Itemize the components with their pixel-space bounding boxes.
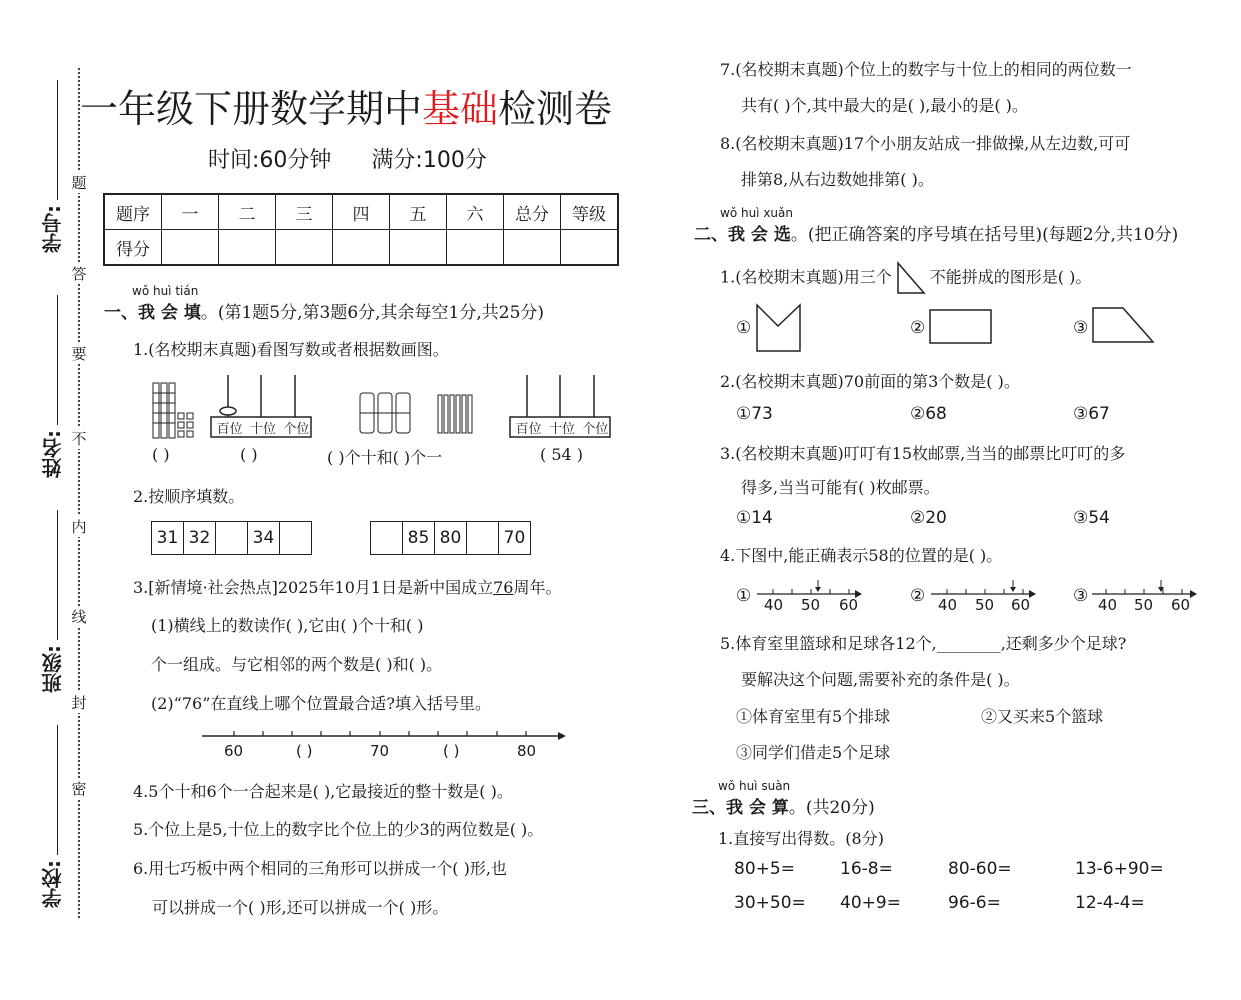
- tick-label: 50: [1134, 596, 1154, 614]
- tick-label: 40: [764, 596, 784, 614]
- title-part: 一年级下册数学期中: [80, 87, 423, 131]
- unit-cubes-icon: [178, 413, 193, 437]
- abacus-labels: [512, 418, 612, 437]
- class-label: 班级:: [41, 645, 65, 693]
- rectangle-icon: [928, 308, 994, 346]
- calc-item[interactable]: 30+50=: [734, 893, 806, 913]
- arrow-shape-icon: [754, 302, 804, 354]
- answer-blank[interactable]: ( ): [443, 742, 460, 760]
- score-cell[interactable]: [561, 230, 619, 266]
- question-text: 排第8,从右边数她排第( )。: [741, 170, 934, 189]
- number-sequence-boxes: [370, 521, 531, 555]
- place-label: 十位: [548, 422, 575, 437]
- sequence-cell: 34: [248, 522, 280, 554]
- section-heading: [694, 220, 1178, 245]
- seal-char: 封: [71, 694, 87, 712]
- question-text: 个一组成。与它相邻的两个数是( )和( )。: [151, 655, 443, 674]
- calc-item[interactable]: 40+9=: [840, 893, 901, 913]
- question-text: 共有( )个,其中最大的是( ),最小的是( )。: [741, 96, 1028, 115]
- section-label: 二、我 会 选: [694, 225, 791, 245]
- answer-blank[interactable]: ( )个十和( )个一: [327, 448, 443, 467]
- sequence-cell: 80: [435, 522, 467, 554]
- place-label: 个位: [582, 422, 609, 437]
- question-text: 4.5个十和6个一合起来是( ),它最接近的整十数是( )。: [133, 782, 513, 801]
- place-label: 百位: [515, 422, 542, 437]
- calc-item[interactable]: 16-8=: [840, 859, 893, 879]
- subtitle: [208, 143, 487, 174]
- question-text: 3.(名校期末真题)叮叮有15枚邮票,当当的邮票比叮叮的多: [720, 444, 1126, 463]
- table-header-cell: 六: [447, 194, 504, 230]
- sequence-cell[interactable]: [280, 522, 311, 554]
- calc-item[interactable]: 80+5=: [734, 859, 795, 879]
- question-text: 5.个位上是5,十位上的数字比个位上的少3的两位数是( )。: [133, 820, 544, 839]
- question-text: 6.用七巧板中两个相同的三角形可以拼成一个( )形,也: [133, 859, 507, 878]
- sequence-cell: 31: [152, 522, 184, 554]
- table-header-cell: 等级: [561, 194, 619, 230]
- margin-line: [57, 80, 58, 200]
- tick-label: 60: [1011, 596, 1031, 614]
- number-sequence-boxes: [151, 521, 312, 555]
- option[interactable]: ②又买来5个篮球: [981, 707, 1104, 726]
- sequence-cell: 32: [184, 522, 216, 554]
- score-cell[interactable]: [504, 230, 561, 266]
- option-label[interactable]: ①: [736, 318, 752, 338]
- score-cell[interactable]: [333, 230, 390, 266]
- seal-char: 题: [71, 174, 87, 192]
- score-cell[interactable]: [162, 230, 219, 266]
- section-pinyin: wǒ huì xuǎn: [720, 206, 793, 220]
- option-label[interactable]: ①: [736, 586, 752, 606]
- tick-label: 60: [1171, 596, 1191, 614]
- question-text: 2.(名校期末真题)70前面的第3个数是( )。: [720, 372, 1020, 391]
- margin-line: [57, 725, 58, 855]
- tick-label: 40: [938, 596, 958, 614]
- table-header-cell: 一: [162, 194, 219, 230]
- table-header-cell: 题序: [104, 194, 162, 230]
- question-text: 7.(名校期末真题)个位上的数字与十位上的相同的两位数一: [720, 60, 1132, 79]
- section-desc: 。(把正确答案的序号填在括号里)(每题2分,共10分): [790, 225, 1179, 245]
- seal-char: 要: [71, 345, 87, 363]
- question-text: 8.(名校期末真题)17个小朋友站成一排做操,从左边数,可可: [720, 134, 1131, 153]
- section-pinyin: wǒ huì suàn: [718, 779, 791, 793]
- single-sticks-icon: [438, 395, 472, 433]
- question-text: 1.(名校期末真题)看图写数或者根据数画图。: [133, 340, 449, 359]
- option[interactable]: ②20: [910, 508, 947, 528]
- stick-bundles-icon: [360, 393, 410, 433]
- score-cell[interactable]: [447, 230, 504, 266]
- section-label: 三、我 会 算: [692, 798, 789, 818]
- answer-blank[interactable]: ( ): [152, 445, 170, 464]
- section-heading: [692, 793, 875, 818]
- time-limit: 时间:60分钟: [208, 148, 332, 173]
- tick-label: 70: [370, 742, 390, 760]
- table-header-cell: 总分: [504, 194, 561, 230]
- tick-label: 50: [801, 596, 821, 614]
- score-cell[interactable]: [219, 230, 276, 266]
- option[interactable]: ③同学们借走5个足球: [736, 743, 891, 762]
- question-text: 可以拼成一个( )形,还可以拼成一个( )形。: [152, 898, 449, 917]
- question-part: 3.[新情境·社会热点]2025年10月1日是新中国成立: [133, 578, 494, 597]
- underlined-number: 76: [493, 578, 514, 597]
- question-text: (1)横线上的数读作( ),它由( )个十和( ): [151, 616, 424, 635]
- sequence-cell: 85: [403, 522, 435, 554]
- tick-label: 60: [839, 596, 859, 614]
- question-text: 要解决这个问题,需要补充的条件是( )。: [741, 670, 1020, 689]
- calc-item[interactable]: 12-4-4=: [1075, 893, 1145, 913]
- option[interactable]: ①73: [736, 404, 773, 424]
- page-title: [80, 78, 612, 133]
- option-label[interactable]: ③: [1073, 586, 1089, 606]
- tick-label: 60: [224, 742, 244, 760]
- question-text: 4.下图中,能正确表示58的位置的是( )。: [720, 546, 1003, 565]
- sequence-cell[interactable]: [467, 522, 499, 554]
- option[interactable]: ①体育室里有5个排球: [736, 707, 891, 726]
- score-cell[interactable]: [276, 230, 333, 266]
- seal-char: 内: [71, 518, 87, 536]
- option-label[interactable]: ②: [910, 318, 926, 338]
- sequence-cell: 70: [503, 528, 526, 548]
- section-label: 一、我 会 填: [104, 303, 201, 323]
- question-text: 5.体育室里篮球和足球各12个,________,还剩多少个足球?: [720, 634, 1127, 653]
- question-text: [133, 575, 561, 598]
- question-part: 不能拼成的图形是( )。: [929, 267, 1092, 287]
- option[interactable]: ③67: [1073, 404, 1110, 424]
- question-text: 2.按顺序填数。: [133, 487, 245, 506]
- sequence-cell[interactable]: [371, 522, 403, 554]
- abacus-labels: [213, 418, 313, 437]
- question-text: [720, 261, 1091, 295]
- calc-item[interactable]: 13-6+90=: [1075, 859, 1164, 879]
- tick-label: 40: [1098, 596, 1118, 614]
- question-text: (2)“76”在直线上哪个位置最合适?填入括号里。: [151, 694, 491, 713]
- seal-char: 密: [71, 780, 87, 798]
- option[interactable]: ②68: [910, 404, 947, 424]
- title-part: 检测卷: [498, 87, 613, 131]
- option-label[interactable]: ②: [910, 586, 926, 606]
- place-label: 十位: [249, 422, 276, 437]
- seal-char: 线: [71, 608, 87, 626]
- full-score: 满分:100分: [371, 148, 487, 173]
- calc-item[interactable]: 96-6=: [948, 893, 1001, 913]
- seal-char: 答: [71, 265, 87, 283]
- triangle-icon: [894, 261, 928, 295]
- sequence-cell[interactable]: [216, 522, 248, 554]
- score-cell[interactable]: [390, 230, 447, 266]
- option-label[interactable]: ③: [1073, 318, 1089, 338]
- place-label: 个位: [283, 422, 310, 437]
- table-header-cell: 四: [333, 194, 390, 230]
- name-label: 姓名:: [41, 430, 65, 478]
- tick-label: 50: [975, 596, 995, 614]
- section-pinyin: wǒ huì tián: [132, 284, 199, 298]
- option[interactable]: ①14: [736, 508, 773, 528]
- question-text: 1.直接写出得数。(8分): [718, 829, 884, 848]
- question-part: 周年。: [513, 578, 562, 597]
- section-desc: 。(第1题5分,第3题6分,其余每空1分,共25分): [200, 303, 545, 323]
- trapezoid-icon: [1091, 306, 1157, 346]
- tens-rods-icon: [153, 383, 175, 438]
- answer-blank[interactable]: ( ): [240, 445, 258, 464]
- school-label: 学校:: [41, 860, 65, 908]
- table-header-cell: 五: [390, 194, 447, 230]
- title-highlight: 基础: [422, 87, 499, 131]
- seal-char: 不: [71, 430, 87, 448]
- calc-item[interactable]: 80-60=: [948, 859, 1012, 879]
- table-header-cell: 二: [219, 194, 276, 230]
- student-id-label: 学号:: [41, 205, 65, 253]
- answer-blank[interactable]: ( ): [296, 742, 313, 760]
- table-header-cell: 三: [276, 194, 333, 230]
- score-table: [103, 193, 619, 266]
- answer-blank: ( 54 ): [540, 445, 584, 464]
- section-heading: [104, 298, 544, 323]
- place-label: 百位: [216, 422, 243, 437]
- option[interactable]: ③54: [1073, 508, 1110, 528]
- question-text: 得多,当当可能有( )枚邮票。: [741, 478, 940, 497]
- question-part: 1.(名校期末真题)用三个: [720, 267, 892, 287]
- margin-line: [57, 510, 58, 640]
- section-desc: 。(共20分): [788, 798, 875, 818]
- margin-line: [57, 295, 58, 425]
- tick-label: 80: [517, 742, 537, 760]
- table-row-label: 得分: [104, 230, 162, 266]
